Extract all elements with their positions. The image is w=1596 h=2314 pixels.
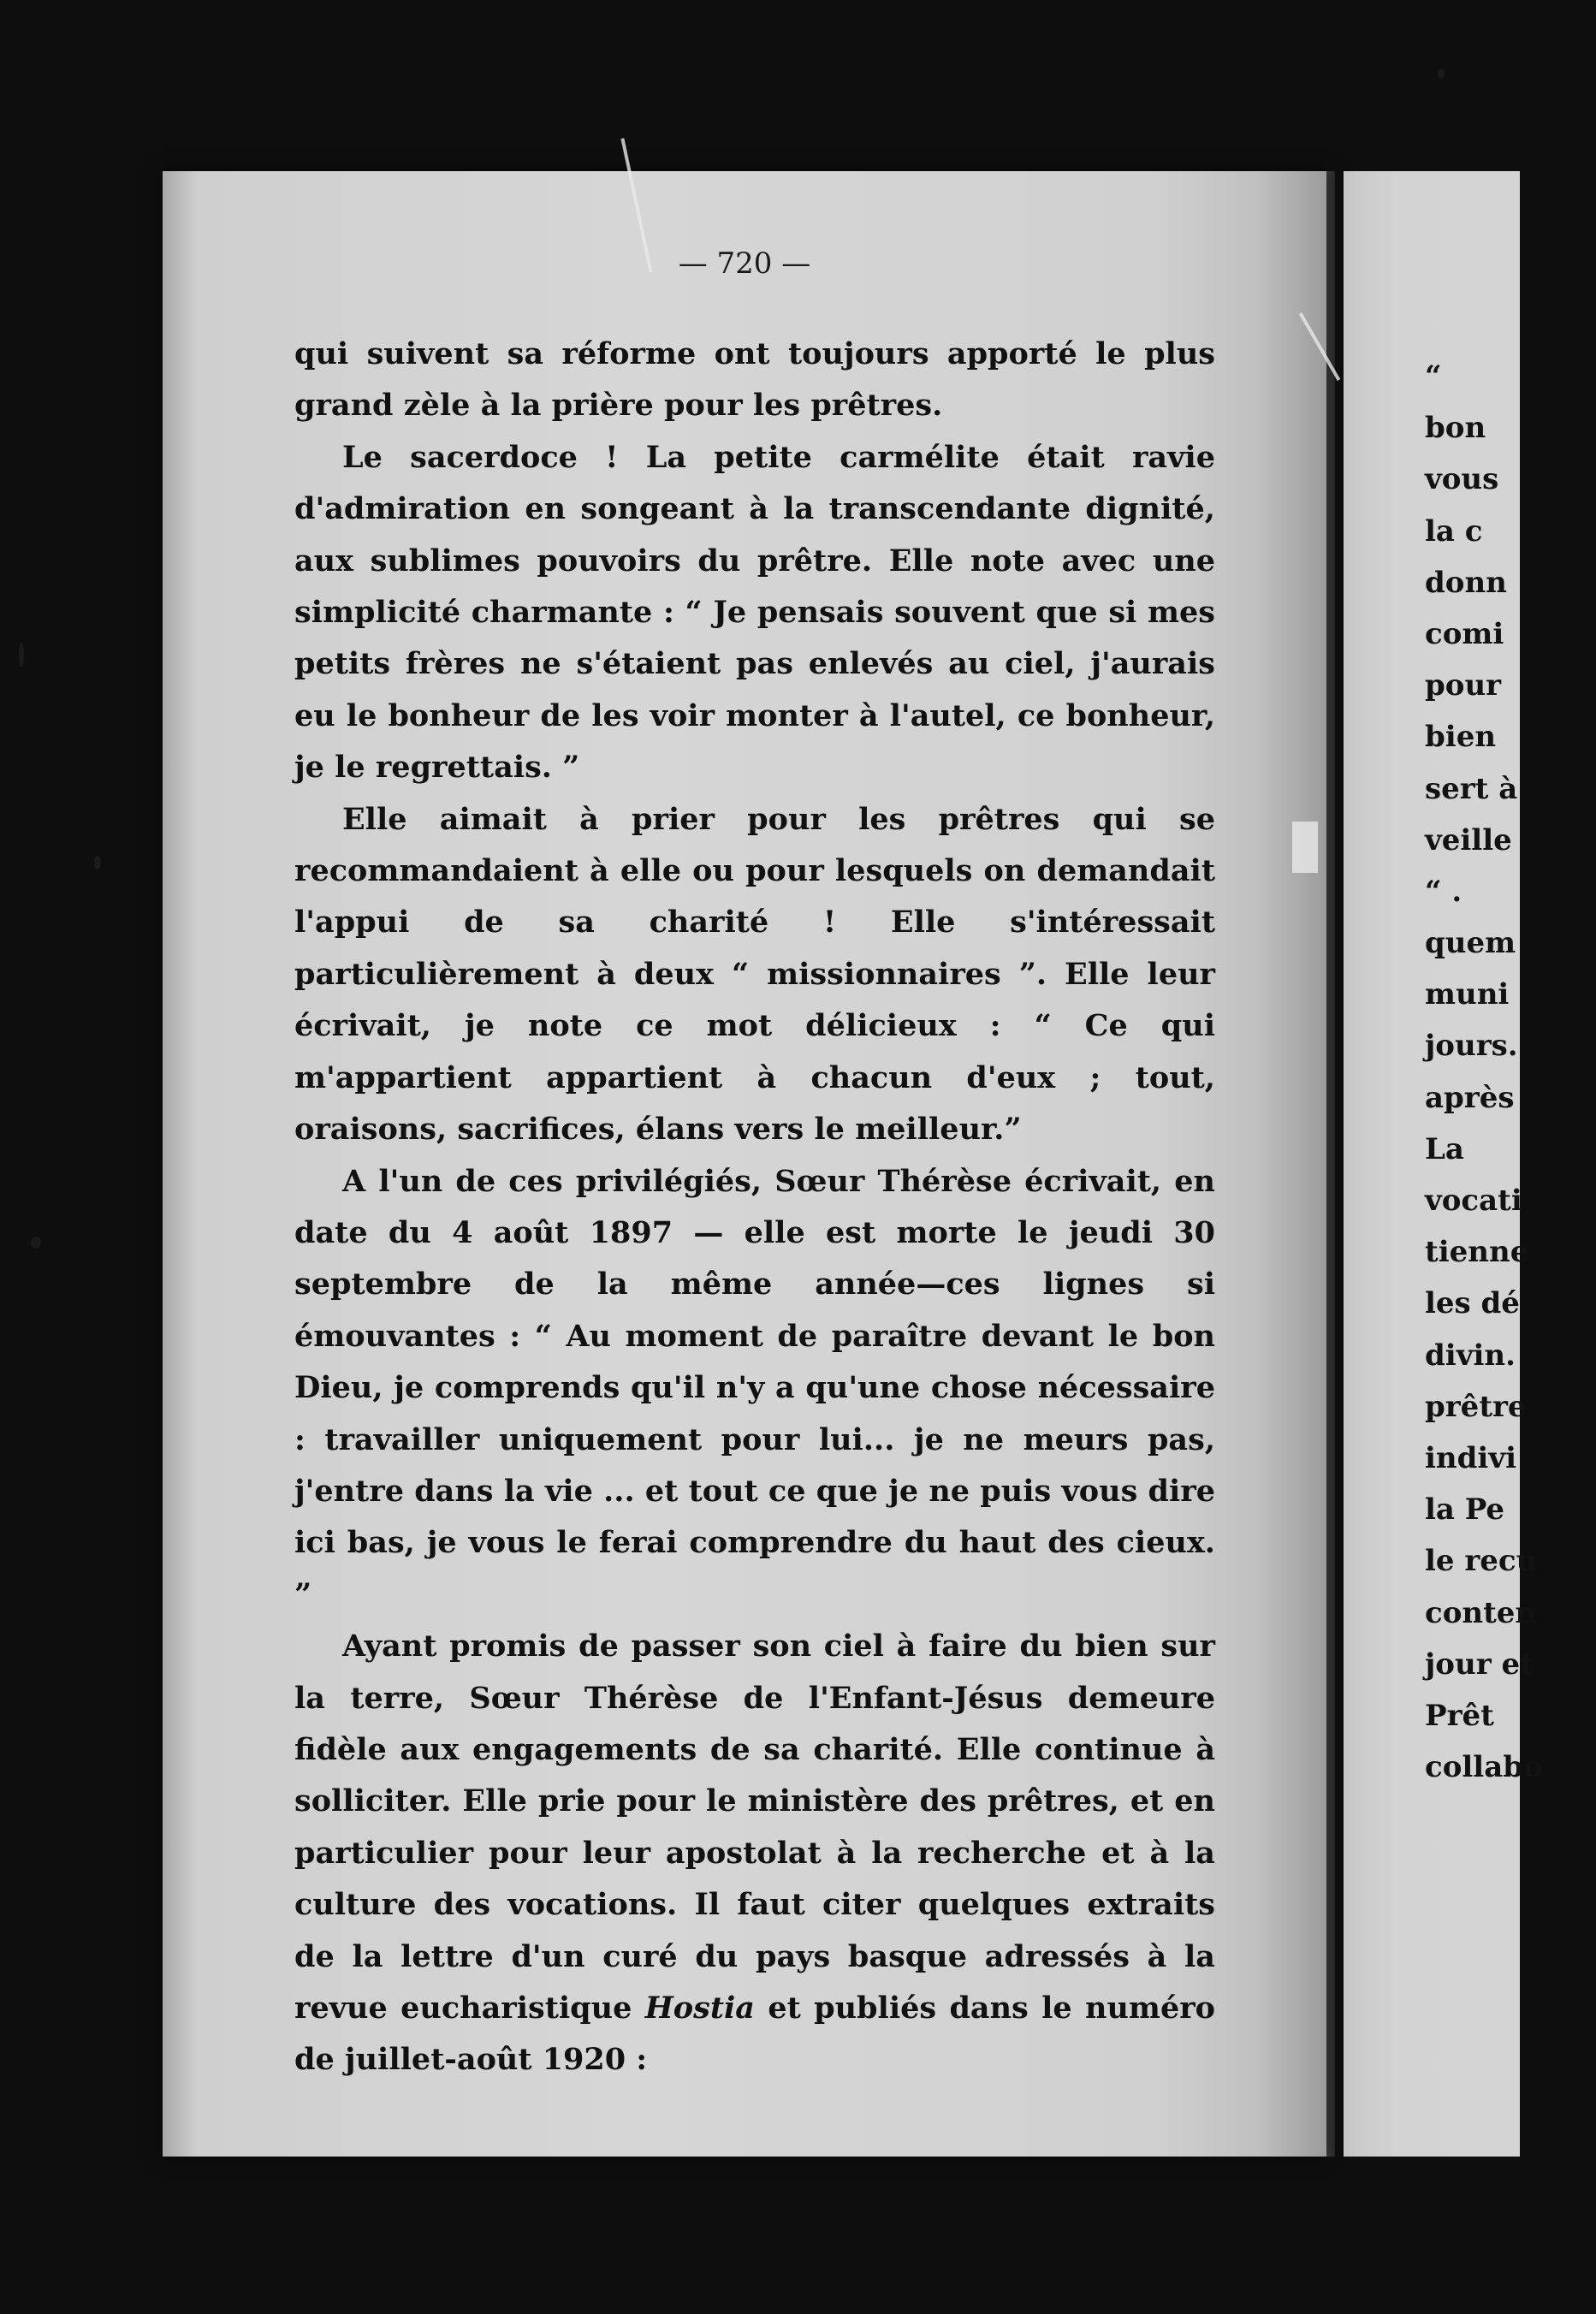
facing-page-line: veille: [1425, 822, 1512, 857]
facing-page-line: quem: [1425, 926, 1516, 961]
facing-page-line: divin.: [1425, 1338, 1516, 1373]
paragraph: Le sacerdoce ! La petite carmélite était ravie d'admiration en songeant à la transcendante dignité, aux sublimes pouvoirs du prêtre. Elle note avec une simplicité charmante : “ Je pensais souvent que si mes petits frères ne s'étaient pas enlevés au ciel, j'aurais eu le bonheur de les voir monter à l'autel, ce bonheur, je le regrettais. ”: [294, 439, 1215, 786]
facing-page-line: sert à: [1425, 771, 1518, 806]
facing-page-line: donn: [1425, 565, 1507, 600]
facing-page-line: jours.: [1425, 1029, 1518, 1064]
paragraph: qui suivent sa réforme ont toujours apporté le plus grand zèle à la prière pour les prêtres.: [294, 336, 1215, 424]
facing-page-line: comi: [1425, 616, 1504, 651]
facing-page-line: conten: [1425, 1595, 1537, 1630]
scan-speck: [94, 856, 101, 869]
facing-page-line: muni: [1425, 977, 1510, 1012]
facing-page-line: après: [1425, 1080, 1515, 1115]
paragraph: A l'un de ces privilégiés, Sœur Thérèse écrivait, en date du 4 août 1897 — elle est morte le jeudi 30 septembre de la même année—ces lignes si émouvantes : “ Au moment de paraître devant le bon Dieu, je comprends qu'il n'y a qu'une chose nécessaire : travailler uniquement pour lui... je ne meurs pas, j'entre dans la vie ... et tout ce que je ne puis vous dire ici bas, je vous le ferai comprendre du haut des cieux. ”: [294, 1163, 1215, 1612]
page-number: — 720 —: [678, 246, 811, 281]
facing-page-line: le recu: [1425, 1544, 1538, 1579]
facing-page-line: bon: [1425, 411, 1486, 446]
facing-page-line: vous: [1425, 462, 1499, 497]
facing-page-line: prêtre: [1425, 1389, 1527, 1424]
paragraph-text: Ayant promis de passer son ciel à faire du bien sur la terre, Sœur Thérèse de l'Enfant-Jésus demeure fidèle aux engagements de sa charité. Elle continue à solliciter. Elle prie pour le ministère des prêtres, et en particulier pour leur apostolat à la recherche et à la culture des vocations. Il faut citer quelques extraits de la lettre d'un curé du pays basque adressés à la revue eucharistique: [294, 1629, 1215, 2026]
paragraph-text-end: et publiés dans le numéro de juillet-août 1920 :: [294, 1991, 1216, 2078]
facing-page-line: collabo: [1425, 1750, 1543, 1785]
journal-title: Hostia: [644, 1991, 755, 2026]
page-text: [294, 329, 1215, 2086]
facing-page-line: “ .: [1425, 874, 1463, 909]
paragraph-final: [294, 1621, 1215, 2086]
facing-page-line: indivi: [1425, 1440, 1516, 1475]
facing-page-line: jour et: [1425, 1646, 1534, 1682]
paragraph: Elle aimait à prier pour les prêtres qui se recommandaient à elle ou pour lesquels on demandait l'appui de sa charité ! Elle s'intéressait particulièrement à deux “ missionnaires ”. Elle leur écrivait, je note ce mot délicieux : “ Ce qui m'appartient appartient à chacun d'eux ; tout, oraisons, sacrifices, élans vers le meilleur.”: [294, 801, 1215, 1148]
facing-page-text: [1425, 351, 1596, 1793]
scan-scratch: [1292, 822, 1318, 873]
scan-speck: [31, 1237, 41, 1249]
scan-speck: [1438, 68, 1445, 79]
facing-page-line: vocati: [1425, 1184, 1522, 1218]
facing-page-line: Prêt: [1425, 1698, 1494, 1733]
facing-page-line: La: [1425, 1131, 1464, 1166]
scan-speck: [19, 642, 24, 668]
facing-page-line: les dé: [1425, 1286, 1520, 1321]
facing-page-line: la c: [1425, 513, 1483, 549]
facing-page-line: tienne: [1425, 1235, 1529, 1270]
facing-page-line: “: [1425, 359, 1442, 394]
facing-page-line: pour: [1425, 668, 1502, 703]
facing-page-line: la Pe: [1425, 1492, 1505, 1528]
facing-page-line: bien: [1425, 720, 1497, 755]
